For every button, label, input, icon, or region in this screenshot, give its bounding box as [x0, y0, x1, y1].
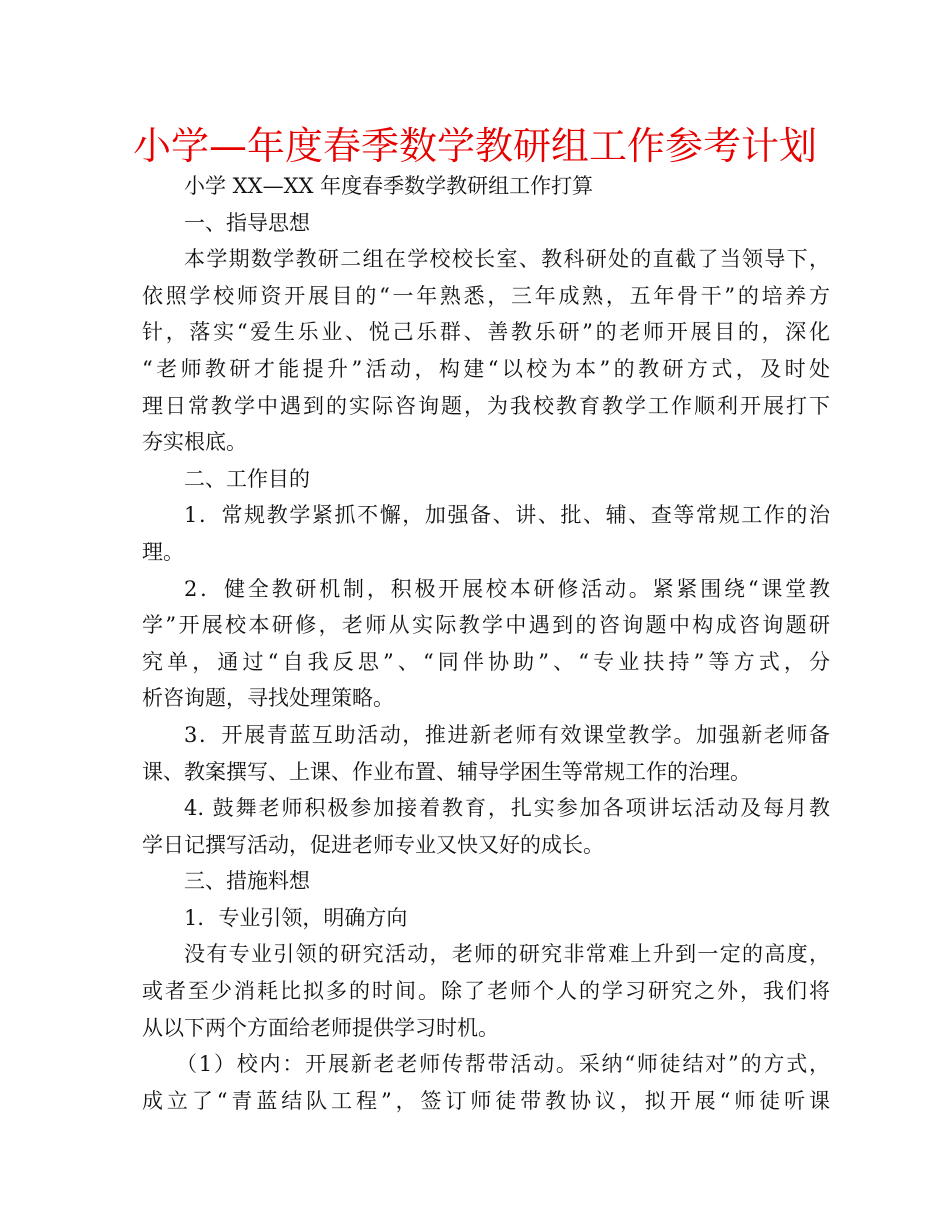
document-line: 学”开展校本研修，老师从实际教学中遇到的咨询题中构成咨询题研 — [142, 613, 830, 638]
subsection-heading: 1．专业引领，明确方向 — [184, 905, 408, 930]
document-line: 夯实根底。 — [142, 430, 247, 455]
document-line: 2．健全教研机制，积极开展校本研修活动。紧紧围绕“课堂教 — [184, 576, 830, 601]
document-line: 课、教案撰写、上课、作业布置、辅导学困生等常规工作的治理。 — [142, 759, 751, 784]
document-line: “老师教研才能提升”活动，构建“以校为本”的教研方式，及时处 — [142, 356, 830, 381]
section-heading: 二、工作目的 — [184, 466, 310, 491]
document-line: 小学 XX—XX 年度春季数学教研组工作打算 — [184, 174, 594, 198]
document-line: 理日常教学中遇到的实际咨询题，为我校教育教学工作顺利开展打下 — [142, 393, 830, 418]
document-line: 3．开展青蓝互助活动，推进新老师有效课堂教学。加强新老师备 — [184, 722, 830, 747]
document-line: 究单，通过“自我反思”、“同伴协助”、“专业扶持”等方式，分 — [142, 649, 830, 674]
document-line: 学日记撰写活动，促进老师专业又快又好的成长。 — [142, 832, 604, 857]
document-title: 小学—年度春季数学教研组工作参考计划 — [132, 124, 817, 168]
document-line: 析咨询题，寻找处理策略。 — [142, 686, 394, 711]
document-line: 成立了“青蓝结队工程”，签订师徒带教协议，拟开展“师徒听课 — [142, 1088, 830, 1113]
document-line: 从以下两个方面给老师提供学习时机。 — [142, 1015, 499, 1040]
document-body — [142, 168, 830, 1119]
document-line: 没有专业引领的研究活动，老师的研究非常难上升到一定的高度， — [184, 942, 830, 967]
document-line: 理。 — [142, 539, 184, 564]
section-heading: 三、措施料想 — [184, 869, 310, 894]
section-heading: 一、指导思想 — [184, 210, 310, 235]
document-line: 或者至少消耗比拟多的时间。除了老师个人的学习研究之外，我们将 — [142, 979, 830, 1004]
document-line: 4. 鼓舞老师积极参加接着教育，扎实参加各项讲坛活动及每月教 — [184, 796, 830, 821]
document-line: 针，落实“爱生乐业、悦己乐群、善教乐研”的老师开展目的，深化 — [142, 320, 830, 345]
document-line: 依照学校师资开展目的“一年熟悉，三年成熟，五年骨干”的培养方 — [142, 283, 830, 308]
document-line: （1）校内：开展新老老师传帮带活动。采纳“师徒结对”的方式， — [176, 1052, 830, 1077]
document-line: 本学期数学教研二组在学校校长室、教科研处的直截了当领导下， — [184, 247, 830, 272]
document-line: 1．常规教学紧抓不懈，加强备、讲、批、辅、查等常规工作的治 — [184, 503, 830, 528]
